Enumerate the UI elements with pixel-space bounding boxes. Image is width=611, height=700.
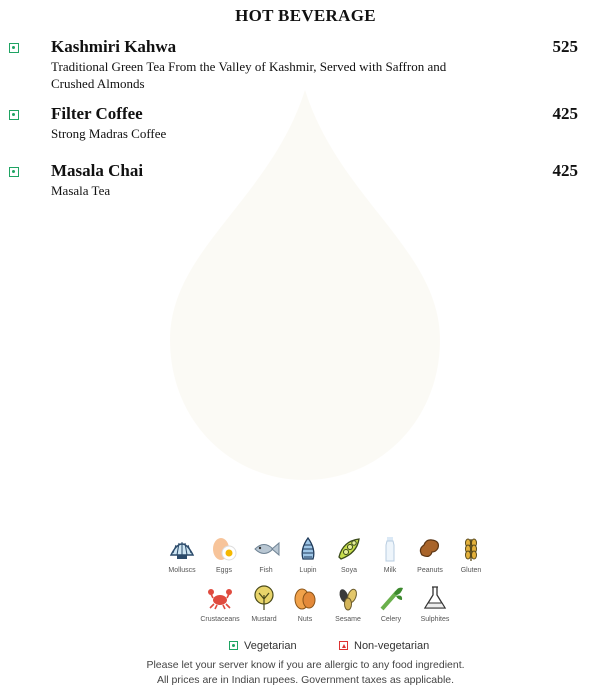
veg-icon	[9, 43, 19, 53]
allergen-sulphites	[410, 584, 460, 623]
allergen-label: Milk	[383, 567, 397, 574]
crab-icon	[206, 584, 234, 612]
diet-legend	[0, 640, 611, 654]
item-name: Masala Chai	[51, 161, 144, 180]
allergen-row	[0, 535, 611, 583]
celery-icon	[377, 584, 405, 612]
item-name: Kashmiri Kahwa	[51, 37, 177, 56]
menu-item	[0, 37, 611, 91]
fish-icon	[252, 535, 280, 563]
item-description: Traditional Green Tea From the Valley of Kashmir, Served with Saffron and Crushed Almonds	[51, 59, 447, 91]
legend-non-vegetarian	[339, 640, 429, 652]
shell-icon	[168, 535, 196, 563]
egg-icon	[210, 535, 238, 563]
item-description: Masala Tea	[51, 183, 111, 198]
legend-label: Vegetarian	[244, 640, 297, 652]
lupin-icon	[294, 535, 322, 563]
milk-icon	[376, 535, 404, 563]
veg-icon	[9, 110, 19, 120]
item-price: 525	[552, 37, 578, 56]
allergen-crustaceans	[195, 584, 245, 623]
mustard-icon	[250, 584, 278, 612]
item-description: Strong Madras Coffee	[51, 126, 167, 141]
allergen-label: Mustard	[251, 616, 277, 623]
legend-label: Non-vegetarian	[354, 640, 430, 652]
item-name: Filter Coffee	[51, 104, 143, 123]
allergen-label: Gluten	[460, 567, 482, 574]
wheat-icon	[457, 535, 485, 563]
allergen-label: Peanuts	[417, 567, 443, 574]
allergen-label: Celery	[380, 616, 402, 623]
allergen-label: Molluscs	[168, 567, 196, 574]
soya-icon	[335, 535, 363, 563]
price-note: All prices are in Indian rupees. Government taxes as applicable.	[156, 674, 455, 686]
allergen-celery	[366, 584, 416, 623]
allergen-row	[0, 584, 611, 632]
allergen-label: Fish	[259, 567, 273, 574]
menu-item	[0, 161, 611, 201]
item-price: 425	[552, 104, 578, 123]
item-price: 425	[552, 161, 578, 180]
allergen-label: Eggs	[216, 567, 232, 574]
sesame-icon	[334, 584, 362, 612]
allergen-label: Sulphites	[420, 616, 450, 623]
menu-item	[0, 104, 611, 144]
allergen-gluten	[446, 535, 496, 574]
veg-icon	[229, 641, 238, 650]
nuts-icon	[291, 584, 319, 612]
allergen-label: Lupin	[299, 567, 317, 574]
allergy-note: Please let your server know if you are allergic to any food ingredient.	[146, 659, 465, 671]
allergen-label: Nuts	[297, 616, 313, 623]
legend-vegetarian	[229, 640, 297, 652]
allergen-label: Sesame	[335, 616, 361, 623]
allergen-label: Crustaceans	[200, 616, 240, 623]
section-title: HOT BEVERAGE	[235, 6, 376, 25]
non-veg-icon	[339, 641, 348, 650]
flask-icon	[421, 584, 449, 612]
allergen-label: Soya	[341, 567, 357, 574]
veg-icon	[9, 167, 19, 177]
peanut-icon	[416, 535, 444, 563]
